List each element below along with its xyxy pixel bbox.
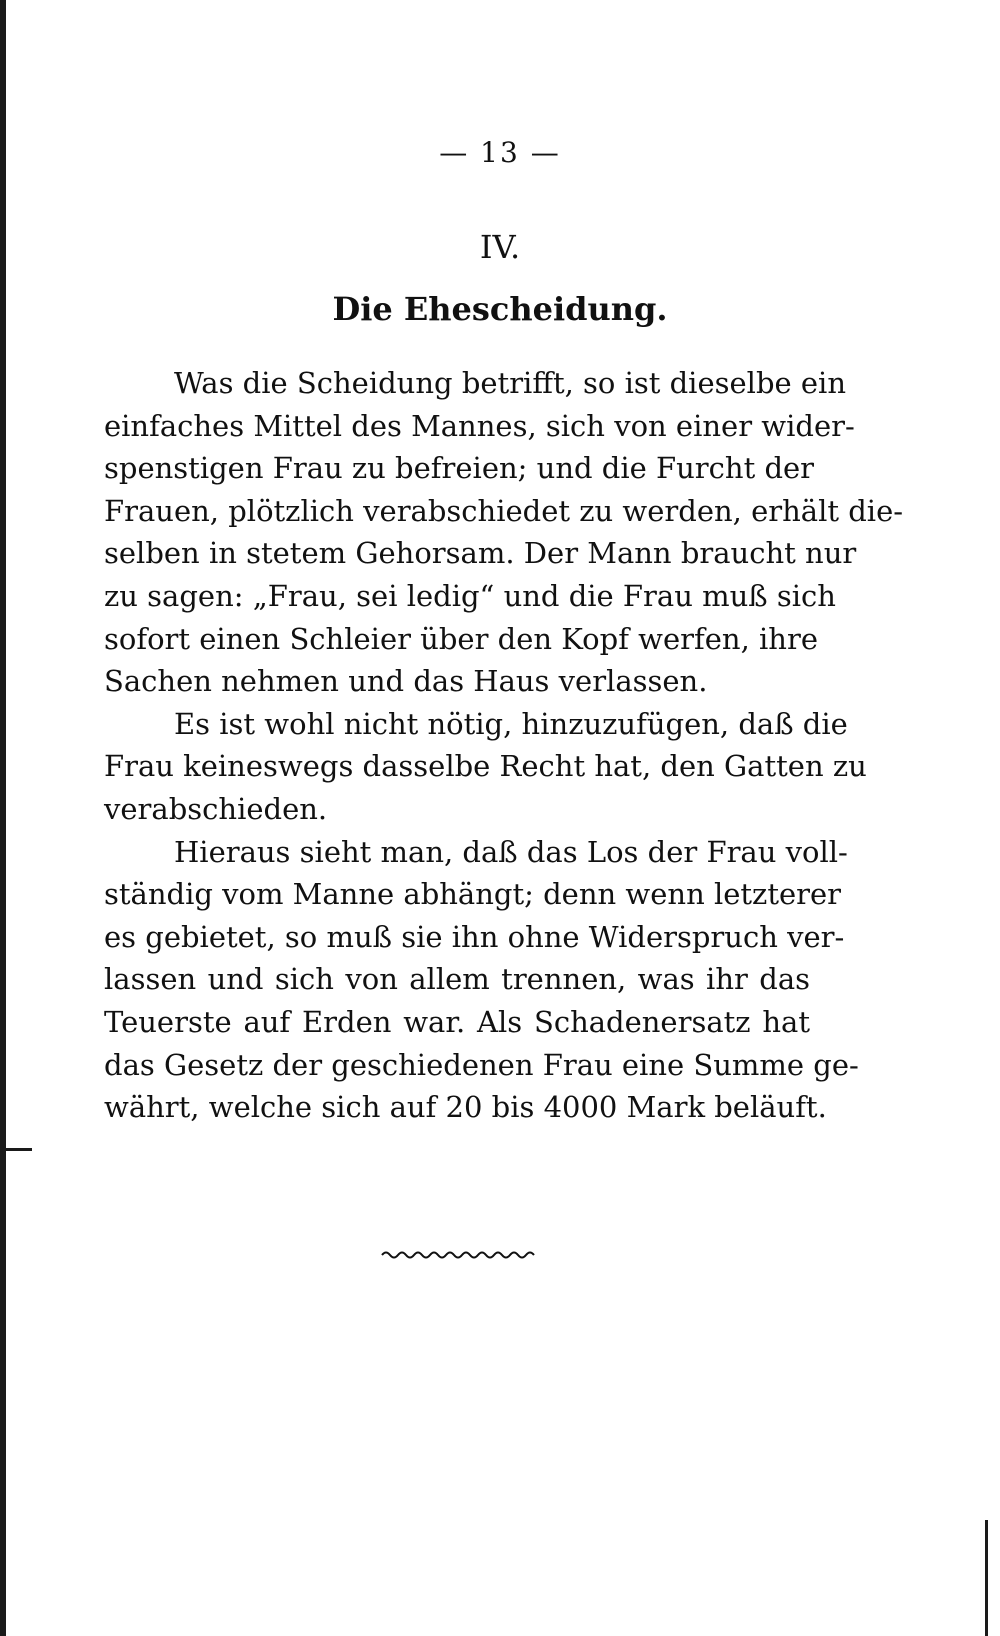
page-edge-mark: [6, 1148, 32, 1151]
text-line: verabschieden.: [104, 791, 328, 826]
text-line: einfaches Mittel des Mannes, sich von einer wider-: [104, 408, 855, 443]
page-number: — 13 —: [439, 136, 561, 169]
text-line: Frau keineswegs dasselbe Recht hat, den Gatten zu: [104, 749, 867, 784]
text-line: Hieraus sieht man, daß das Los der Frau voll-: [174, 834, 848, 869]
text-line: es gebietet, so muß sie ihn ohne Widerspruch ver-: [104, 919, 845, 954]
text-line: Was die Scheidung betrifft, so ist dieselbe ein: [174, 366, 846, 400]
wavy-ornament-icon: [380, 1248, 540, 1262]
text-line: ständig vom Manne abhängt; denn wenn letzterer: [104, 877, 842, 912]
text-line: Es ist wohl nicht nötig, hinzuzufügen, daß die: [174, 706, 848, 741]
text-line: währt, welche sich auf 20 bis 4000 Mark beläuft.: [104, 1090, 827, 1125]
section-title: Die Ehescheidung.: [332, 290, 668, 328]
body-text: [104, 362, 904, 1129]
text-line: spenstigen Frau zu befreien; und die Furcht der: [104, 451, 815, 486]
page-edge-right: [985, 1520, 988, 1636]
text-line: lassen und sich von allem trennen, was ihr das: [104, 962, 810, 997]
text-line: Frauen, plötzlich verabschiedet zu werden, erhält die-: [104, 493, 904, 528]
text-line: selben in stetem Gehorsam. Der Mann braucht nur: [104, 536, 857, 571]
text-line: Teuerste auf Erden war. Als Schadenersatz hat: [104, 1004, 810, 1039]
text-line: sofort einen Schleier über den Kopf werfen, ihre: [104, 621, 818, 656]
chapter-heading: IV.: [479, 228, 521, 266]
text-line: Sachen nehmen und das Haus verlassen.: [104, 664, 708, 699]
text-line: zu sagen: „Frau, sei ledig“ und die Frau muß sich: [104, 578, 836, 613]
text-line: das Gesetz der geschiedenen Frau eine Summe ge-: [104, 1047, 859, 1082]
